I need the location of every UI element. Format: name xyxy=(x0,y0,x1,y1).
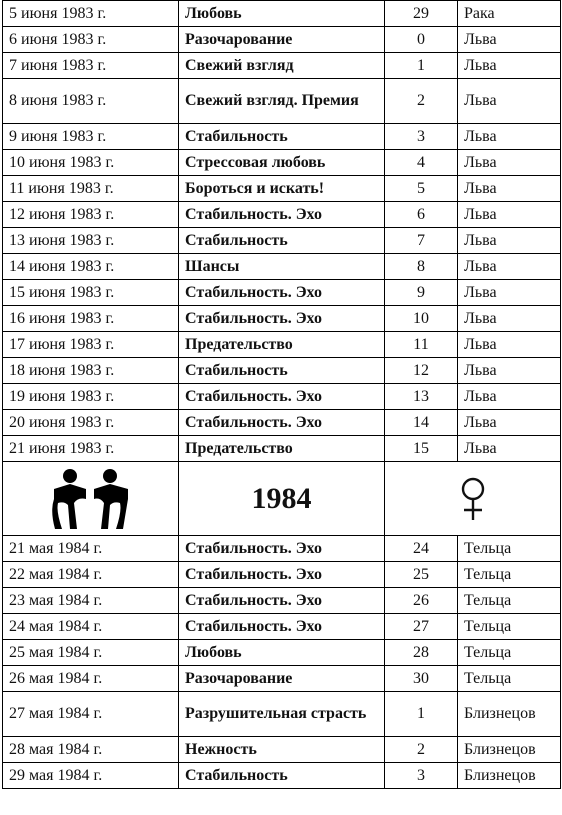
date-cell: 19 июня 1983 г. xyxy=(3,384,179,410)
table-row xyxy=(3,1,561,27)
date-cell: 23 мая 1984 г. xyxy=(3,588,179,614)
sign-cell: Тельца xyxy=(458,562,561,588)
date-cell: 7 июня 1983 г. xyxy=(3,53,179,79)
sign-cell: Льва xyxy=(458,306,561,332)
number-cell: 30 xyxy=(385,666,458,692)
date-table xyxy=(2,0,561,789)
number-cell: 26 xyxy=(385,588,458,614)
table-row xyxy=(3,384,561,410)
event-name-cell: Стабильность xyxy=(179,124,385,150)
table-row xyxy=(3,692,561,737)
number-cell: 10 xyxy=(385,306,458,332)
number-cell: 1 xyxy=(385,692,458,737)
event-name-cell: Разочарование xyxy=(179,27,385,53)
sign-cell: Льва xyxy=(458,202,561,228)
table-row xyxy=(3,202,561,228)
table-section-year-header xyxy=(3,462,561,536)
event-name-cell: Стабильность. Эхо xyxy=(179,280,385,306)
sign-cell: Тельца xyxy=(458,536,561,562)
number-cell: 3 xyxy=(385,124,458,150)
number-cell: 13 xyxy=(385,384,458,410)
number-cell: 2 xyxy=(385,79,458,124)
number-cell: 28 xyxy=(385,640,458,666)
event-name-cell: Разочарование xyxy=(179,666,385,692)
date-cell: 25 мая 1984 г. xyxy=(3,640,179,666)
number-cell: 4 xyxy=(385,150,458,176)
year-header-right-cell xyxy=(385,462,561,536)
number-cell: 2 xyxy=(385,737,458,763)
number-cell: 6 xyxy=(385,202,458,228)
number-cell: 25 xyxy=(385,562,458,588)
number-cell: 1 xyxy=(385,53,458,79)
table-row xyxy=(3,588,561,614)
number-cell: 11 xyxy=(385,332,458,358)
event-name-cell: Стабильность xyxy=(179,358,385,384)
table-row xyxy=(3,410,561,436)
event-name-cell: Стабильность. Эхо xyxy=(179,588,385,614)
sign-cell: Льва xyxy=(458,228,561,254)
event-name-cell: Стабильность. Эхо xyxy=(179,202,385,228)
event-name-cell: Стабильность. Эхо xyxy=(179,384,385,410)
date-cell: 18 июня 1983 г. xyxy=(3,358,179,384)
number-cell: 24 xyxy=(385,536,458,562)
date-cell: 5 июня 1983 г. xyxy=(3,1,179,27)
sign-cell: Льва xyxy=(458,53,561,79)
table-row xyxy=(3,124,561,150)
sign-cell: Близнецов xyxy=(458,692,561,737)
date-cell: 15 июня 1983 г. xyxy=(3,280,179,306)
event-name-cell: Стабильность xyxy=(179,763,385,789)
sign-cell: Льва xyxy=(458,176,561,202)
table-row xyxy=(3,27,561,53)
date-cell: 11 июня 1983 г. xyxy=(3,176,179,202)
number-cell: 5 xyxy=(385,176,458,202)
date-cell: 14 июня 1983 г. xyxy=(3,254,179,280)
date-cell: 16 июня 1983 г. xyxy=(3,306,179,332)
event-name-cell: Стабильность xyxy=(179,228,385,254)
date-cell: 6 июня 1983 г. xyxy=(3,27,179,53)
venus-symbol-icon xyxy=(457,476,489,522)
table-section-1984 xyxy=(3,536,561,789)
table-row xyxy=(3,150,561,176)
event-name-cell: Предательство xyxy=(179,436,385,462)
table-row xyxy=(3,614,561,640)
event-name-cell: Нежность xyxy=(179,737,385,763)
sign-cell: Льва xyxy=(458,436,561,462)
sign-cell: Льва xyxy=(458,124,561,150)
event-name-cell: Любовь xyxy=(179,1,385,27)
date-cell: 8 июня 1983 г. xyxy=(3,79,179,124)
sign-cell: Льва xyxy=(458,254,561,280)
sign-cell: Тельца xyxy=(458,666,561,692)
event-name-cell: Шансы xyxy=(179,254,385,280)
date-cell: 22 мая 1984 г. xyxy=(3,562,179,588)
sign-cell: Льва xyxy=(458,280,561,306)
sign-cell: Близнецов xyxy=(458,763,561,789)
sign-cell: Близнецов xyxy=(458,737,561,763)
table-row xyxy=(3,358,561,384)
event-name-cell: Бороться и искать! xyxy=(179,176,385,202)
year-header-row xyxy=(3,462,561,536)
event-name-cell: Разрушительная страсть xyxy=(179,692,385,737)
table-row xyxy=(3,666,561,692)
table-row xyxy=(3,436,561,462)
number-cell: 9 xyxy=(385,280,458,306)
date-cell: 9 июня 1983 г. xyxy=(3,124,179,150)
sign-cell: Тельца xyxy=(458,640,561,666)
event-name-cell: Предательство xyxy=(179,332,385,358)
date-cell: 21 июня 1983 г. xyxy=(3,436,179,462)
table-row xyxy=(3,640,561,666)
gemini-figures-icon xyxy=(52,467,130,531)
event-name-cell: Стабильность. Эхо xyxy=(179,614,385,640)
number-cell: 7 xyxy=(385,228,458,254)
event-name-cell: Стабильность. Эхо xyxy=(179,536,385,562)
date-cell: 17 июня 1983 г. xyxy=(3,332,179,358)
number-cell: 14 xyxy=(385,410,458,436)
table-row xyxy=(3,280,561,306)
table-row xyxy=(3,737,561,763)
sign-cell: Льва xyxy=(458,27,561,53)
date-cell: 20 июня 1983 г. xyxy=(3,410,179,436)
date-cell: 26 мая 1984 г. xyxy=(3,666,179,692)
sign-cell: Льва xyxy=(458,384,561,410)
sign-cell: Тельца xyxy=(458,614,561,640)
year-label: 1984 xyxy=(179,462,385,536)
event-name-cell: Стабильность. Эхо xyxy=(179,306,385,332)
table-row xyxy=(3,79,561,124)
table-row xyxy=(3,536,561,562)
number-cell: 27 xyxy=(385,614,458,640)
table-row xyxy=(3,228,561,254)
event-name-cell: Любовь xyxy=(179,640,385,666)
date-cell: 29 мая 1984 г. xyxy=(3,763,179,789)
number-cell: 12 xyxy=(385,358,458,384)
event-name-cell: Стрессовая любовь xyxy=(179,150,385,176)
sign-cell: Льва xyxy=(458,358,561,384)
table-row xyxy=(3,254,561,280)
table-row xyxy=(3,176,561,202)
date-cell: 10 июня 1983 г. xyxy=(3,150,179,176)
table-row xyxy=(3,332,561,358)
date-cell: 13 июня 1983 г. xyxy=(3,228,179,254)
date-cell: 12 июня 1983 г. xyxy=(3,202,179,228)
table-row xyxy=(3,763,561,789)
table-row xyxy=(3,53,561,79)
sign-cell: Льва xyxy=(458,150,561,176)
number-cell: 15 xyxy=(385,436,458,462)
event-name-cell: Стабильность. Эхо xyxy=(179,562,385,588)
number-cell: 3 xyxy=(385,763,458,789)
table-section-1983 xyxy=(3,1,561,462)
sign-cell: Льва xyxy=(458,410,561,436)
event-name-cell: Свежий взгляд. Премия xyxy=(179,79,385,124)
date-cell: 24 мая 1984 г. xyxy=(3,614,179,640)
date-cell: 28 мая 1984 г. xyxy=(3,737,179,763)
event-name-cell: Свежий взгляд xyxy=(179,53,385,79)
number-cell: 29 xyxy=(385,1,458,27)
table-row xyxy=(3,306,561,332)
sign-cell: Тельца xyxy=(458,588,561,614)
date-cell: 21 мая 1984 г. xyxy=(3,536,179,562)
sign-cell: Льва xyxy=(458,332,561,358)
number-cell: 0 xyxy=(385,27,458,53)
sign-cell: Льва xyxy=(458,79,561,124)
date-cell: 27 мая 1984 г. xyxy=(3,692,179,737)
year-header-left-cell xyxy=(3,462,179,536)
table-row xyxy=(3,562,561,588)
number-cell: 8 xyxy=(385,254,458,280)
sign-cell: Рака xyxy=(458,1,561,27)
page xyxy=(2,0,560,789)
event-name-cell: Стабильность. Эхо xyxy=(179,410,385,436)
